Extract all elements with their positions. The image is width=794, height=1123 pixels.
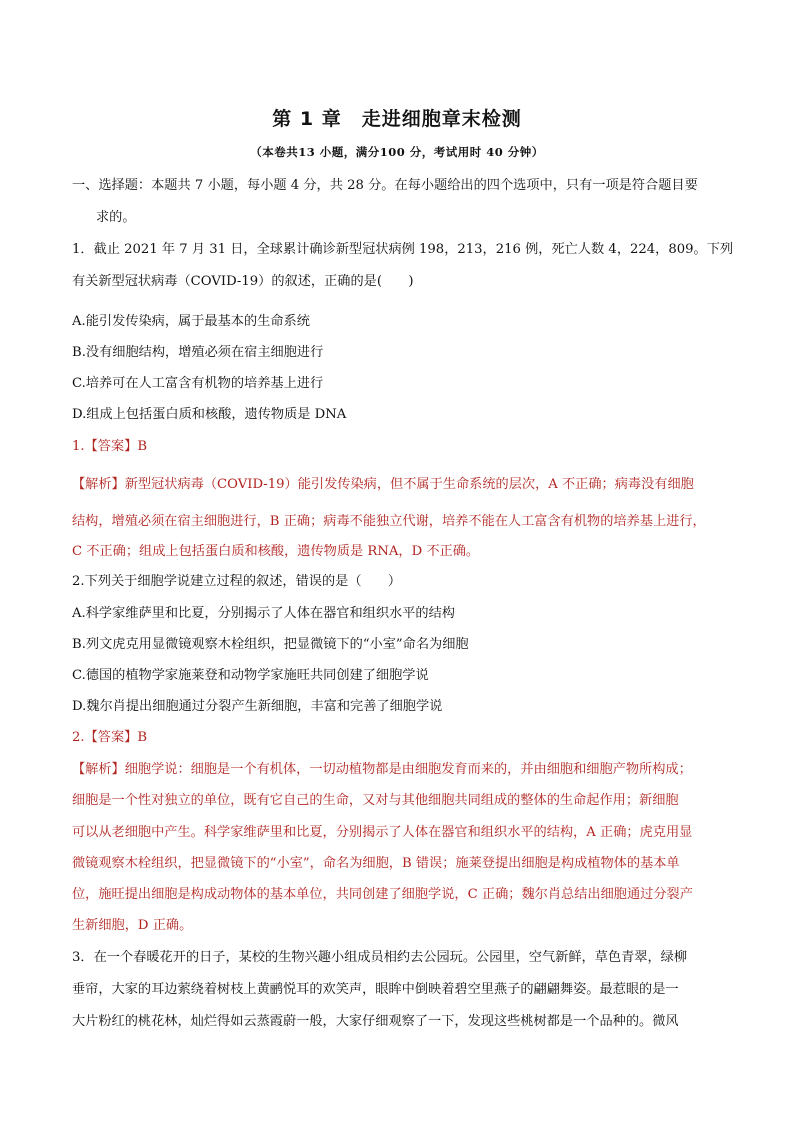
- q2-analysis-text1: 细胞学说：细胞是一个有机体，一切动植物都是由细胞发育而来的，并由细胞和细胞产物所构成；: [124, 762, 692, 777]
- page-subtitle: （本卷共13 小题，满分100 分，考试用时 40 分钟）: [250, 145, 544, 159]
- q2-analysis-label: 【解析】: [72, 762, 125, 777]
- q1-answer: 1.【答案】B: [72, 439, 148, 454]
- q2-option-b: B.列文虎克用显微镜观察木栓组织，把显微镜下的“小室”命名为细胞: [72, 637, 469, 652]
- q2-answer: 2.【答案】B: [72, 730, 148, 745]
- q3-line2: 垂帘，大家的耳边萦绕着树枝上黄鹂悦耳的欢笑声，眼眸中倒映着碧空里燕子的翩翩舞姿。最惹眼的是一: [72, 982, 679, 997]
- q3-line3: 大片粉红的桃花林，灿烂得如云蒸霞蔚一般，大家仔细观察了一下，发现这些桃树都是一个品种的。微风: [72, 1014, 679, 1029]
- q1-analysis-line1: [72, 473, 732, 492]
- q1-option-b: B.没有细胞结构，增殖必须在宿主细胞进行: [72, 345, 324, 360]
- q1-option-a: A.能引发传染病，属于最基本的生命系统: [72, 314, 310, 329]
- q1-stem-line2: 有关新型冠状病毒（COVID-19）的叙述，正确的是( ): [72, 274, 414, 289]
- q1-option-d: D.组成上包括蛋白质和核酸，遗传物质是 DNA: [72, 407, 347, 422]
- q3-line1: 3．在一个春暖花开的日子，某校的生物兴趣小组成员相约去公园玩。公园里，空气新鲜，草色青翠，绿柳: [72, 950, 688, 965]
- section-heading-line1: 一、选择题：本题共 7 小题，每小题 4 分，共 28 分。在每小题给出的四个选项中，只有一项是符合题目要: [72, 178, 698, 193]
- q2-option-c: C.德国的植物学家施莱登和动物学家施旺共同创建了细胞学说: [72, 668, 429, 683]
- q1-stem-line1: 1．截止 2021 年 7 月 31 日，全球累计确诊新型冠状病例 198，213，216 例，死亡人数 4，224，809。下列: [72, 242, 734, 257]
- q2-option-d: D.魏尔肖提出细胞通过分裂产生新细胞，丰富和完善了细胞学说: [72, 699, 443, 714]
- section-heading-line2: 求的。: [96, 210, 136, 225]
- q1-analysis-label: 【解析】: [72, 477, 125, 492]
- q2-analysis-line1: [72, 758, 732, 777]
- q2-stem: 2.下列关于细胞学说建立过程的叙述，错误的是（ ）: [72, 574, 402, 589]
- q1-analysis-line3: C 不正确；组成上包括蛋白质和核酸，遗传物质是 RNA，D 不正确。: [72, 544, 480, 559]
- q1-analysis-line2: 结构，增殖必须在宿主细胞进行，B 正确；病毒不能独立代谢，培养不能在人工富含有机物的培养基上进行，: [72, 514, 706, 529]
- q2-analysis-line2: 细胞是一个性对独立的单位，既有它自己的生命，又对与其他细胞共同组成的整体的生命起作用；新细胞: [72, 793, 679, 808]
- q1-analysis-text1: 新型冠状病毒（COVID-19）能引发传染病，但不属于生命系统的层次，A 不正确；病毒没有细胞: [124, 477, 694, 492]
- page-title: 第 1 章 走进细胞章末检测: [272, 108, 522, 130]
- q2-analysis-line3: 可以从老细胞中产生。科学家维萨里和比夏，分别揭示了人体在器官和组织水平的结构，A 正确；虎克用显: [72, 825, 693, 840]
- q2-analysis-line5: 位，施旺提出细胞是构成动物体的基本单位，共同创建了细胞学说，C 正确；魏尔肖总结出细胞通过分裂产: [72, 887, 693, 902]
- q1-option-c: C.培养可在人工富含有机物的培养基上进行: [72, 376, 324, 391]
- q2-analysis-line4: 微镜观察木栓组织，把显微镜下的“小室”，命名为细胞，B 错误；施莱登提出细胞是构成植物体的基本单: [72, 856, 680, 871]
- q2-analysis-line6: 生新细胞，D 正确。: [72, 918, 193, 933]
- q2-option-a: A.科学家维萨里和比夏，分别揭示了人体在器官和组织水平的结构: [72, 606, 455, 621]
